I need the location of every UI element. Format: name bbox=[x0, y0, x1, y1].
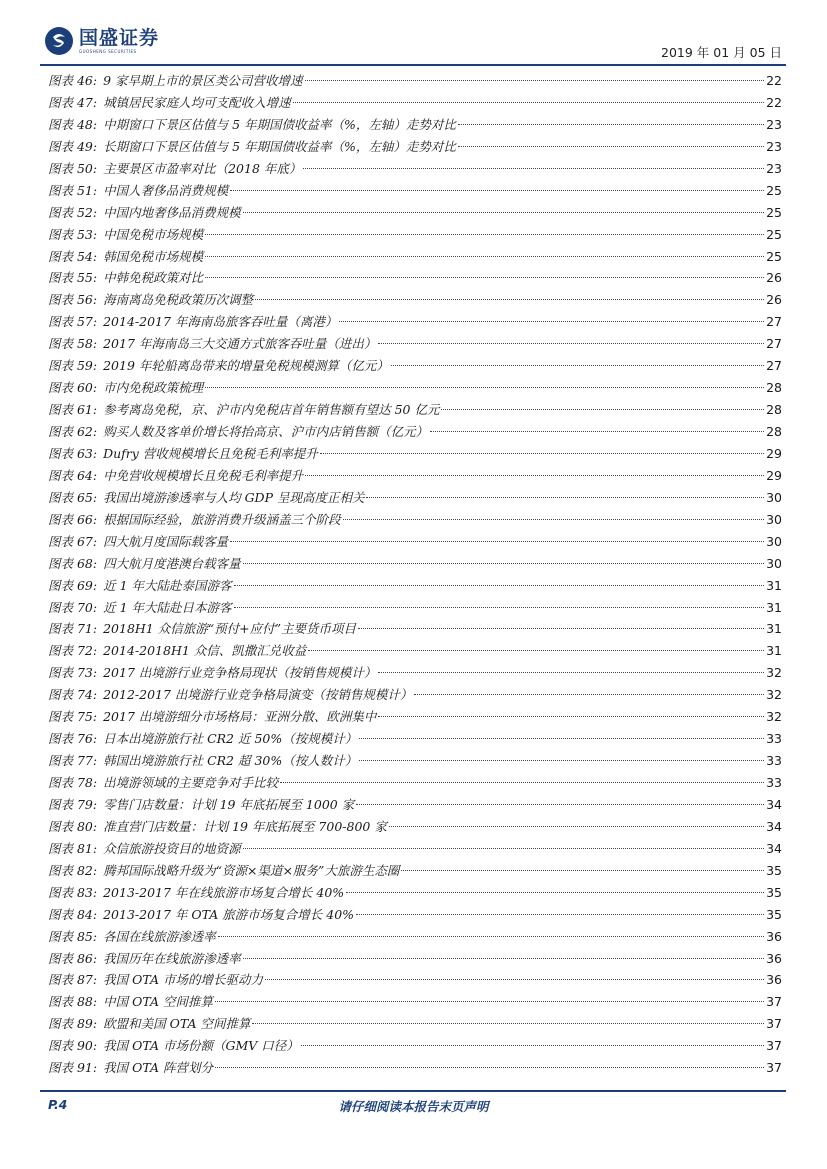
toc-entry-label: 图表 52: bbox=[48, 204, 98, 220]
toc-entry-page: 28 bbox=[766, 402, 782, 418]
toc-entry-page: 26 bbox=[766, 292, 782, 308]
toc-entry-label: 图表 84: bbox=[48, 906, 98, 922]
toc-entry-label: 图表 69: bbox=[48, 577, 98, 593]
toc-entry-label: 图表 91: bbox=[48, 1060, 98, 1076]
toc-entry-label: 图表 57: bbox=[48, 314, 98, 330]
toc-entry[interactable] bbox=[48, 969, 782, 991]
toc-entry-label: 图表 63: bbox=[48, 445, 98, 461]
toc-entry-page: 33 bbox=[766, 731, 782, 747]
toc-entry-title: 2017 出境游行业竞争格局现状（按销售规模计） bbox=[103, 665, 377, 681]
toc-entry-page: 23 bbox=[766, 138, 782, 154]
toc-leader-dots bbox=[458, 146, 764, 147]
toc-entry[interactable] bbox=[48, 597, 782, 619]
toc-leader-dots bbox=[389, 826, 764, 827]
toc-entry-label: 图表 83: bbox=[48, 884, 98, 900]
report-date: 2019 年 01 月 05 日 bbox=[661, 45, 782, 60]
toc-leader-dots bbox=[343, 519, 764, 520]
toc-entry-label: 图表 54: bbox=[48, 248, 98, 264]
toc-leader-dots bbox=[205, 387, 764, 388]
toc-entry-title: 欧盟和美国 OTA 空间推算 bbox=[103, 1016, 251, 1032]
toc-leader-dots bbox=[359, 738, 764, 739]
toc-entry[interactable] bbox=[48, 421, 782, 443]
toc-entry[interactable] bbox=[48, 816, 782, 838]
toc-entry[interactable] bbox=[48, 180, 782, 202]
toc-leader-dots bbox=[215, 1001, 764, 1002]
toc-entry-label: 图表 64: bbox=[48, 467, 98, 483]
toc-entry-title: 2014-2018H1 众信、凯撒汇兑收益 bbox=[103, 643, 307, 659]
toc-entry-title: 城镇居民家庭人均可支配收入增速 bbox=[103, 94, 291, 110]
toc-entry-title: 2012-2017 出境游行业竞争格局演变（按销售规模计） bbox=[103, 687, 413, 703]
toc-entry[interactable] bbox=[48, 92, 782, 114]
toc-entry[interactable] bbox=[48, 926, 782, 948]
toc-entry-label: 图表 53: bbox=[48, 226, 98, 242]
toc-entry[interactable] bbox=[48, 553, 782, 575]
toc-entry-page: 27 bbox=[766, 336, 782, 352]
toc-entry-label: 图表 70: bbox=[48, 599, 98, 615]
toc-leader-dots bbox=[359, 760, 764, 761]
toc-entry-page: 29 bbox=[766, 445, 782, 461]
toc-entry-label: 图表 49: bbox=[48, 138, 98, 154]
toc-entry-page: 35 bbox=[766, 906, 782, 922]
toc-entry[interactable] bbox=[48, 794, 782, 816]
toc-entry-title: 中国内地奢侈品消费规模 bbox=[103, 204, 241, 220]
toc-entry-label: 图表 46: bbox=[48, 73, 98, 88]
toc-entry[interactable] bbox=[48, 860, 782, 882]
toc-entry[interactable] bbox=[48, 202, 782, 224]
toc-entry[interactable] bbox=[48, 618, 782, 640]
toc-entry-label: 图表 59: bbox=[48, 358, 98, 374]
toc-entry-page: 36 bbox=[766, 972, 782, 988]
toc-entry-page: 34 bbox=[766, 818, 782, 834]
toc-entry[interactable] bbox=[48, 1035, 782, 1057]
toc-leader-dots bbox=[378, 343, 764, 344]
toc-entry-page: 25 bbox=[766, 182, 782, 198]
toc-entry[interactable] bbox=[48, 1057, 782, 1079]
toc-leader-dots bbox=[401, 870, 764, 871]
toc-entry-label: 图表 77: bbox=[48, 753, 98, 769]
toc-entry[interactable] bbox=[48, 575, 782, 597]
footer-divider bbox=[40, 1090, 786, 1092]
toc-entry-page: 29 bbox=[766, 467, 782, 483]
toc-entry-title: 我国 OTA 阵营划分 bbox=[103, 1060, 213, 1076]
toc-entry-title: 2017 年海南岛三大交通方式旅客吞吐量（进出） bbox=[103, 336, 377, 352]
toc-entry[interactable] bbox=[48, 355, 782, 377]
toc-entry[interactable] bbox=[48, 114, 782, 136]
toc-entry-page: 30 bbox=[766, 511, 782, 527]
toc-entry-title: 我国历年在线旅游渗透率 bbox=[103, 950, 241, 966]
toc-leader-dots bbox=[414, 694, 764, 695]
toc-entry[interactable] bbox=[48, 662, 782, 684]
toc-entry[interactable] bbox=[48, 399, 782, 421]
toc-entry-label: 图表 73: bbox=[48, 665, 98, 681]
toc-entry[interactable] bbox=[48, 772, 782, 794]
toc-leader-dots bbox=[280, 782, 764, 783]
toc-entry-title: 主要景区市盈率对比（2018 年底） bbox=[103, 160, 302, 176]
toc-entry[interactable] bbox=[48, 991, 782, 1013]
toc-entry-title: 长期窗口下景区估值与 5 年期国债收益率（%，左轴）走势对比 bbox=[103, 138, 456, 154]
toc-entry[interactable] bbox=[48, 465, 782, 487]
toc-entry-label: 图表 80: bbox=[48, 818, 98, 834]
toc-entry-title: 中免营收规模增长且免税毛利率提升 bbox=[103, 467, 304, 483]
toc-leader-dots bbox=[234, 607, 765, 608]
header-divider bbox=[40, 64, 786, 66]
toc-leader-dots bbox=[252, 1023, 764, 1024]
toc-entry-title: 2013-2017 年 OTA 旅游市场复合增长 40% bbox=[103, 906, 355, 922]
toc-entry-page: 31 bbox=[766, 643, 782, 659]
toc-leader-dots bbox=[301, 1045, 764, 1046]
toc-entry-title: 近 1 年大陆赴日本游客 bbox=[103, 599, 232, 615]
toc-entry-page: 30 bbox=[766, 489, 782, 505]
toc-entry-title: 腾邦国际战略升级为“资源×渠道×服务”大旅游生态圈 bbox=[103, 862, 400, 878]
toc-entry-title: 9 家早期上市的景区类公司营收增速 bbox=[103, 73, 303, 88]
toc-entry-page: 32 bbox=[766, 665, 782, 681]
toc-leader-dots bbox=[234, 585, 765, 586]
toc-entry-title: 中期窗口下景区估值与 5 年期国债收益率（%，左轴）走势对比 bbox=[103, 116, 456, 132]
toc-entry-page: 25 bbox=[766, 204, 782, 220]
toc-entry[interactable] bbox=[48, 904, 782, 926]
toc-entry-page: 36 bbox=[766, 950, 782, 966]
toc-leader-dots bbox=[293, 102, 764, 103]
toc-entry-label: 图表 65: bbox=[48, 489, 98, 505]
toc-entry-page: 33 bbox=[766, 775, 782, 790]
toc-entry-title: 日本出境游旅行社 CR2 近 50%（按规模计） bbox=[103, 731, 358, 747]
toc-entry-title: 2017 出境游细分市场格局：亚洲分散、欧洲集中 bbox=[103, 709, 377, 725]
toc-entry-page: 35 bbox=[766, 862, 782, 878]
toc-entry-label: 图表 51: bbox=[48, 182, 98, 198]
toc-entry[interactable] bbox=[48, 948, 782, 970]
toc-leader-dots bbox=[255, 299, 764, 300]
toc-leader-dots bbox=[305, 80, 765, 81]
toc-entry-title: 零售门店数量：计划 19 年底拓展至 1000 家 bbox=[103, 796, 355, 812]
toc-entry-title: 我国 OTA 市场的增长驱动力 bbox=[103, 972, 263, 988]
toc-entry-label: 图表 60: bbox=[48, 380, 98, 396]
toc-entry-page: 25 bbox=[766, 248, 782, 264]
toc-entry[interactable] bbox=[48, 706, 782, 728]
toc-entry-label: 图表 71: bbox=[48, 621, 98, 637]
toc-entry-page: 26 bbox=[766, 270, 782, 286]
toc-entry-label: 图表 55: bbox=[48, 270, 98, 286]
toc-entry[interactable] bbox=[48, 377, 782, 399]
toc-leader-dots bbox=[243, 563, 764, 564]
toc-entry-label: 图表 88: bbox=[48, 994, 98, 1010]
toc-entry-page: 28 bbox=[766, 380, 782, 396]
toc-entry-title: 中韩免税政策对比 bbox=[103, 270, 204, 286]
toc-entry-title: 韩国出境游旅行社 CR2 超 30%（按人数计） bbox=[103, 753, 358, 769]
toc-entry-title: 2018H1 众信旅游“预付+应付”主要货币项目 bbox=[103, 621, 356, 637]
toc-entry-label: 图表 82: bbox=[48, 862, 98, 878]
toc-leader-dots bbox=[205, 234, 764, 235]
toc-leader-dots bbox=[441, 409, 764, 410]
toc-entry-title: 中国免税市场规模 bbox=[103, 226, 204, 242]
toc-entry-label: 图表 76: bbox=[48, 731, 98, 747]
toc-entry[interactable] bbox=[48, 882, 782, 904]
toc-entry-page: 25 bbox=[766, 226, 782, 242]
toc-leader-dots bbox=[391, 365, 764, 366]
page-header bbox=[40, 22, 786, 62]
toc-entry-page: 27 bbox=[766, 358, 782, 374]
toc-entry-title: 市内免税政策梳理 bbox=[103, 380, 204, 396]
toc-entry[interactable] bbox=[48, 267, 782, 289]
toc-entry-title: 根据国际经验，旅游消费升级涵盖三个阶段 bbox=[103, 511, 341, 527]
toc-entry-title: 购买人数及客单价增长将抬高京、沪市内店销售额（亿元） bbox=[103, 424, 429, 439]
toc-entry-title: 众信旅游投资目的地资源 bbox=[103, 840, 241, 856]
toc-entry-label: 图表 50: bbox=[48, 160, 98, 176]
brand-logo bbox=[44, 26, 159, 56]
toc-entry[interactable] bbox=[48, 487, 782, 509]
toc-entry-label: 图表 68: bbox=[48, 555, 98, 571]
toc-entry[interactable] bbox=[48, 640, 782, 662]
toc-entry[interactable] bbox=[48, 158, 782, 180]
toc-entry[interactable] bbox=[48, 311, 782, 333]
toc-entry-page: 32 bbox=[766, 709, 782, 725]
toc-entry[interactable] bbox=[48, 684, 782, 706]
toc-entry-title: 2013-2017 年在线旅游市场复合增长 40% bbox=[103, 884, 345, 900]
toc-entry-label: 图表 67: bbox=[48, 533, 98, 549]
toc-entry-page: 22 bbox=[766, 94, 782, 110]
toc-leader-dots bbox=[230, 541, 764, 542]
toc-entry-title: 四大航月度港澳台载客量 bbox=[103, 555, 241, 571]
toc-entry-label: 图表 47: bbox=[48, 94, 98, 110]
toc-entry-page: 27 bbox=[766, 314, 782, 330]
toc-entry-page: 37 bbox=[766, 1038, 782, 1054]
brand-name: 国盛证券 bbox=[79, 27, 160, 49]
toc-entry-label: 图表 66: bbox=[48, 511, 98, 527]
toc-entry-label: 图表 90: bbox=[48, 1038, 98, 1054]
toc-entry-page: 23 bbox=[766, 160, 782, 176]
toc-leader-dots bbox=[205, 256, 764, 257]
toc-entry-page: 30 bbox=[766, 555, 782, 571]
toc-leader-dots bbox=[356, 804, 764, 805]
toc-entry-title: Dufry 营收规模增长且免税毛利率提升 bbox=[103, 445, 318, 461]
toc-entry-page: 34 bbox=[766, 840, 782, 856]
toc-entry-page: 33 bbox=[766, 753, 782, 769]
toc-entry-page: 22 bbox=[766, 73, 782, 88]
toc-entry-page: 28 bbox=[766, 424, 782, 439]
toc-entry-label: 图表 74: bbox=[48, 687, 98, 703]
brand-subtitle: GUOSHENG SECURITIES bbox=[79, 49, 137, 54]
toc-entry-label: 图表 72: bbox=[48, 643, 98, 659]
toc-leader-dots bbox=[366, 497, 764, 498]
toc-entry[interactable] bbox=[48, 509, 782, 531]
toc-leader-dots bbox=[430, 431, 764, 432]
toc-leader-dots bbox=[378, 672, 764, 673]
toc-entry-label: 图表 56: bbox=[48, 292, 98, 308]
toc-entry-title: 海南离岛免税政策历次调整 bbox=[103, 292, 254, 308]
toc-entry[interactable] bbox=[48, 443, 782, 465]
toc-entry[interactable] bbox=[48, 289, 782, 311]
toc-entry[interactable] bbox=[48, 728, 782, 750]
toc-entry[interactable] bbox=[48, 224, 782, 246]
toc-leader-dots bbox=[243, 212, 764, 213]
toc-entry-label: 图表 58: bbox=[48, 336, 98, 352]
toc-entry-page: 31 bbox=[766, 621, 782, 637]
toc-entry-label: 图表 81: bbox=[48, 840, 98, 856]
toc-leader-dots bbox=[358, 628, 764, 629]
toc-leader-dots bbox=[303, 168, 764, 169]
toc-entry[interactable] bbox=[48, 70, 782, 92]
toc-entry-title: 中国人奢侈品消费规模 bbox=[103, 182, 229, 198]
toc-entry-page: 31 bbox=[766, 599, 782, 615]
toc-leader-dots bbox=[339, 321, 764, 322]
toc-entry-page: 32 bbox=[766, 687, 782, 703]
toc-entry[interactable] bbox=[48, 1013, 782, 1035]
toc-entry-label: 图表 87: bbox=[48, 972, 98, 988]
toc-entry[interactable] bbox=[48, 531, 782, 553]
toc-entry-label: 图表 85: bbox=[48, 928, 98, 944]
toc-entry-page: 36 bbox=[766, 928, 782, 944]
toc-entry[interactable] bbox=[48, 838, 782, 860]
toc-leader-dots bbox=[215, 1067, 764, 1068]
toc-entry-page: 34 bbox=[766, 796, 782, 812]
toc-leader-dots bbox=[320, 453, 764, 454]
toc-entry-title: 各国在线旅游渗透率 bbox=[103, 928, 216, 944]
toc-entry-title: 四大航月度国际载客量 bbox=[103, 533, 229, 549]
toc-entry-label: 图表 62: bbox=[48, 424, 98, 439]
disclaimer-note: 请仔细阅读本报告末页声明 bbox=[338, 1099, 489, 1114]
toc-entry[interactable] bbox=[48, 750, 782, 772]
toc-entry-label: 图表 48: bbox=[48, 116, 98, 132]
toc-leader-dots bbox=[265, 979, 764, 980]
toc-entry[interactable] bbox=[48, 136, 782, 158]
toc-leader-dots bbox=[243, 958, 764, 959]
toc-leader-dots bbox=[346, 892, 764, 893]
toc-entry-label: 图表 86: bbox=[48, 950, 98, 966]
toc-entry-title: 韩国免税市场规模 bbox=[103, 248, 204, 264]
toc-entry-title: 准直营门店数量：计划 19 年底拓展至 700-800 家 bbox=[103, 818, 387, 834]
toc-leader-dots bbox=[458, 124, 764, 125]
toc-leader-dots bbox=[305, 475, 764, 476]
guosheng-logo-icon bbox=[44, 26, 74, 56]
toc-entry-label: 图表 78: bbox=[48, 775, 98, 790]
toc-entry-page: 37 bbox=[766, 994, 782, 1010]
toc-entry[interactable] bbox=[48, 246, 782, 268]
toc-entry-page: 37 bbox=[766, 1016, 782, 1032]
toc-leader-dots bbox=[205, 277, 764, 278]
toc-entry-page: 23 bbox=[766, 116, 782, 132]
toc-entry-page: 31 bbox=[766, 577, 782, 593]
toc-entry-title: 我国出境游渗透率与人均 GDP 呈现高度正相关 bbox=[103, 489, 365, 505]
toc-leader-dots bbox=[378, 716, 764, 717]
toc-entry-label: 图表 61: bbox=[48, 402, 98, 418]
toc-entry-page: 35 bbox=[766, 884, 782, 900]
toc-entry-title: 我国 OTA 市场份额（GMV 口径） bbox=[103, 1038, 299, 1054]
page-number: P.4 bbox=[48, 1097, 68, 1112]
toc-leader-dots bbox=[356, 914, 764, 915]
toc-entry-page: 30 bbox=[766, 533, 782, 549]
toc-entry-label: 图表 75: bbox=[48, 709, 98, 725]
toc-entry-label: 图表 89: bbox=[48, 1016, 98, 1032]
toc-entry-title: 2019 年轮船离岛带来的增量免税规模测算（亿元） bbox=[103, 358, 389, 374]
toc-entry-title: 出境游领域的主要竞争对手比较 bbox=[103, 775, 279, 790]
toc-leader-dots bbox=[243, 848, 764, 849]
toc-entry-label: 图表 79: bbox=[48, 796, 98, 812]
toc-entry-page: 37 bbox=[766, 1060, 782, 1076]
toc-leader-dots bbox=[230, 190, 764, 191]
toc-leader-dots bbox=[218, 936, 764, 937]
toc-entry-title: 参考离岛免税，京、沪市内免税店首年销售额有望达 50 亿元 bbox=[103, 402, 440, 418]
toc-entry-title: 近 1 年大陆赴泰国游客 bbox=[103, 577, 232, 593]
toc-entry[interactable] bbox=[48, 333, 782, 355]
toc-entry-title: 中国 OTA 空间推算 bbox=[103, 994, 213, 1010]
toc-entry-title: 2014-2017 年海南岛旅客吞吐量（离港） bbox=[103, 314, 338, 330]
figure-index-list bbox=[48, 70, 782, 1079]
toc-leader-dots bbox=[308, 650, 764, 651]
